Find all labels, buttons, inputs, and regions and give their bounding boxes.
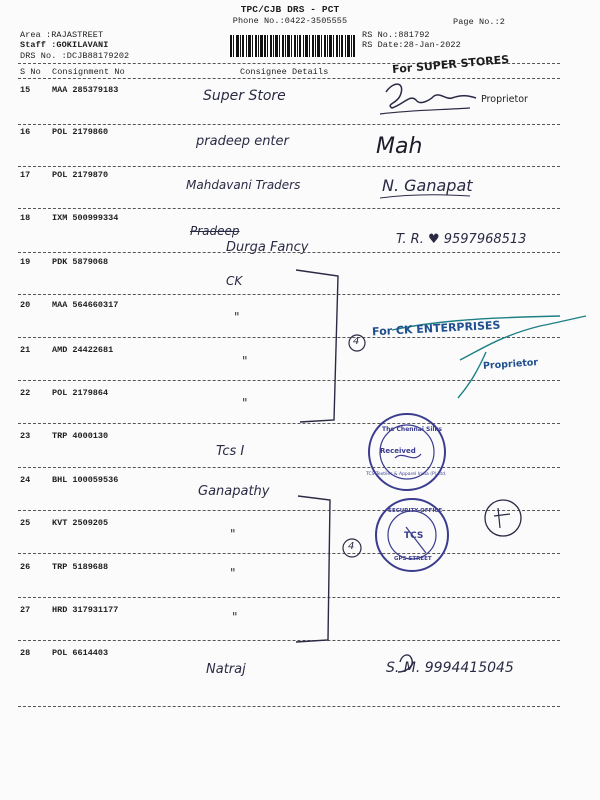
row-consignment: TRP 4000130 — [52, 431, 109, 441]
stamp-security-top: SECURITY OFFICE — [388, 508, 443, 514]
stamp-ck-proprietor: Proprietor — [482, 357, 539, 372]
bracket-ganapathy — [296, 496, 330, 642]
row-consignee: " — [232, 610, 238, 624]
row-signature: N. Ganapat — [382, 176, 473, 195]
count-circle-right — [485, 500, 521, 536]
row-sno: 19 — [20, 257, 31, 267]
rs-number: RS No.:881792 — [362, 30, 430, 40]
stamp-chennai-silks-top: The Chennai Silks — [382, 426, 442, 433]
row-sno: 26 — [20, 562, 31, 572]
drs-number: DRS No. :DCJB88179202 — [20, 51, 130, 61]
row-sno: 23 — [20, 431, 31, 441]
row-signature: S. M. 9994415045 — [386, 660, 514, 676]
count-ganapathy: 4 — [348, 541, 355, 552]
phone-number: Phone No.:0422-3505555 — [232, 16, 348, 26]
stamp-security-bottom: GPS STREET — [394, 556, 432, 562]
row-consignee-struck: Pradeep — [190, 224, 240, 238]
row-sno: 25 — [20, 518, 31, 528]
row-consignment: IXM 500999334 — [52, 213, 119, 223]
row-consignee: Mahdavani Traders — [186, 178, 301, 192]
row-consignee: " — [234, 310, 240, 324]
row-sno: 16 — [20, 127, 31, 137]
row-sno: 15 — [20, 85, 31, 95]
row-consignee: " — [242, 354, 248, 368]
row-sno: 22 — [20, 388, 31, 398]
row-consignment: BHL 100059536 — [52, 475, 119, 485]
rs-date: RS Date:28-Jan-2022 — [362, 40, 461, 50]
area-label: Area :RAJASTREET — [20, 30, 104, 40]
row-consignment: POL 2179870 — [52, 170, 109, 180]
row-consignee: " — [242, 396, 248, 410]
row-consignee: Super Store — [203, 88, 286, 104]
row-consignee: " — [230, 566, 236, 580]
row-consignment: POL 6614403 — [52, 648, 109, 658]
row-consignment: MAA 564660317 — [52, 300, 119, 310]
column-consignment: Consignment No — [52, 67, 125, 77]
row-consignee: Tcs I — [216, 444, 245, 459]
staff-label: Staff :GOKILAVANI — [20, 40, 109, 50]
row-consignment: MAA 285379183 — [52, 85, 119, 95]
sheet-title: TPC/CJB DRS - PCT — [240, 4, 340, 15]
row-sno: 27 — [20, 605, 31, 615]
row-consignee: Durga Fancy — [226, 240, 309, 255]
stamp-security-center: TCS — [404, 531, 424, 541]
count-circle-right-mark — [494, 508, 510, 528]
stamp-ck-for: For CK ENTERPRISES — [371, 318, 501, 339]
row-consignee: pradeep enter — [196, 134, 289, 149]
row-consignment: PDK 5879068 — [52, 257, 109, 267]
row-sno: 18 — [20, 213, 31, 223]
column-consignee: Consignee Details — [240, 67, 329, 77]
stamp-super-stores-proprietor: Proprietor — [481, 94, 528, 105]
stamp-chennai-silks-bottom: TCS Textiles & Apparel India (P) Ltd. — [366, 472, 447, 477]
row-consignment: HRD 317931177 — [52, 605, 119, 615]
row-consignee: Natraj — [206, 662, 246, 677]
row-sno: 24 — [20, 475, 31, 485]
row-sno: 17 — [20, 170, 31, 180]
row-consignee: Ganapathy — [198, 484, 270, 499]
page-number: Page No.:2 — [453, 17, 506, 27]
column-sno: S No — [20, 67, 41, 77]
row-consignment: POL 2179864 — [52, 388, 109, 398]
row-consignee: " — [230, 527, 236, 541]
count-ck: 4 — [353, 336, 360, 347]
stamp-chennai-silks-center: Received — [380, 447, 416, 455]
row-consignment: POL 2179860 — [52, 127, 109, 137]
signature-ganapat-stroke — [380, 195, 470, 198]
row-consignment: KVT 2509205 — [52, 518, 109, 528]
row-consignee: CK — [226, 274, 243, 288]
row-sno: 28 — [20, 648, 31, 658]
signature-underline — [380, 108, 470, 114]
row-consignment: AMD 24422681 — [52, 345, 114, 355]
row-signature: T. R. ♥ 9597968513 — [396, 232, 527, 247]
row-sno: 21 — [20, 345, 31, 355]
row-consignment: TRP 5189688 — [52, 562, 109, 572]
row-signature: Mah — [376, 134, 423, 159]
signature-natraj — [398, 655, 412, 672]
stamp-super-stores-for: For SUPER STORES — [391, 52, 510, 77]
bracket-ck — [296, 270, 338, 422]
row-sno: 20 — [20, 300, 31, 310]
